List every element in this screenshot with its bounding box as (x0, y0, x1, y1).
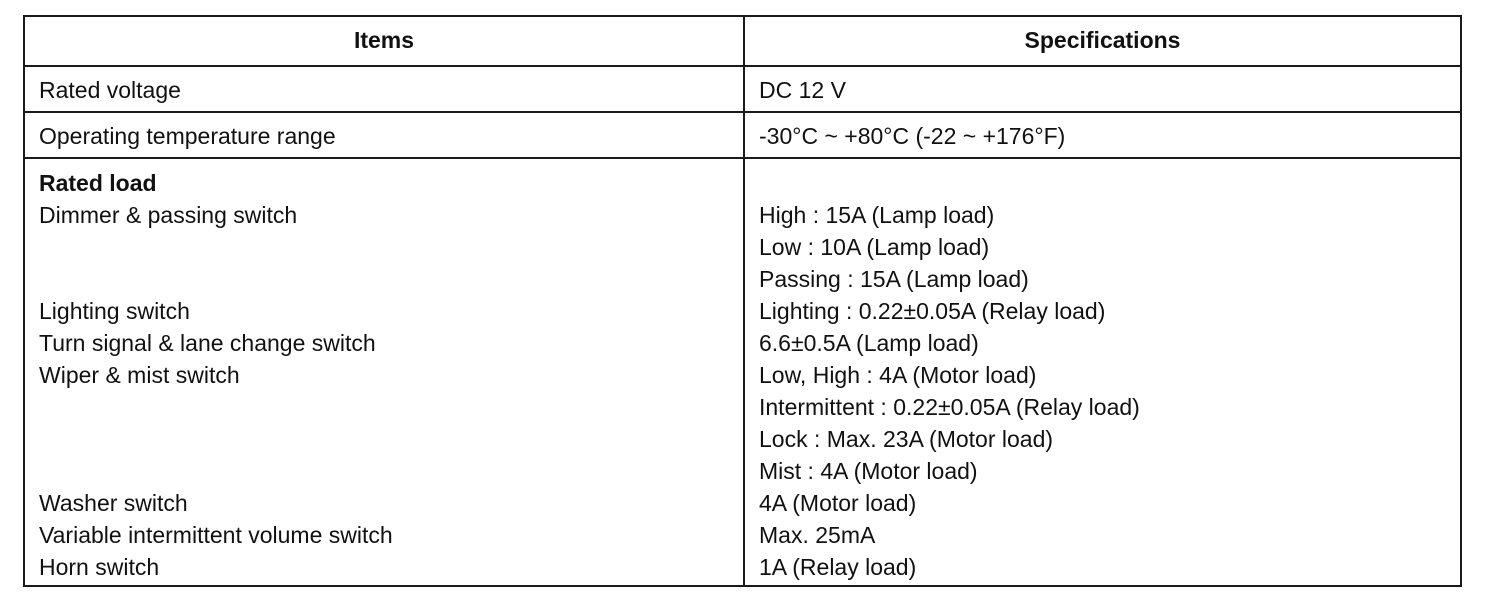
spec-table (23, 15, 1462, 587)
spec-cell: -30°C ~ +80°C (-22 ~ +176°F) (759, 123, 1066, 149)
load-spec: Low, High : 4A (Motor load) (759, 362, 1037, 388)
load-item: Dimmer & passing switch (39, 202, 298, 228)
load-spec: Low : 10A (Lamp load) (759, 234, 990, 260)
rated-load-items-cell (25, 159, 743, 585)
rated-load-title: Rated load (39, 170, 157, 196)
specifications-header: Specifications (1024, 27, 1181, 53)
table-row (25, 67, 1460, 113)
load-spec: Lighting : 0.22±0.05A (Relay load) (759, 298, 1106, 324)
load-item: Horn switch (39, 554, 160, 580)
load-item: Washer switch (39, 490, 188, 516)
load-spec: 6.6±0.5A (Lamp load) (759, 330, 979, 356)
load-spec: High : 15A (Lamp load) (759, 202, 995, 228)
load-spec: Lock : Max. 23A (Motor load) (759, 426, 1054, 452)
load-item: Turn signal & lane change switch (39, 330, 376, 356)
load-spec: Mist : 4A (Motor load) (759, 458, 978, 484)
rated-load-row (25, 159, 1460, 585)
table-row (25, 113, 1460, 159)
items-header: Items (353, 27, 415, 53)
load-spec: Passing : 15A (Lamp load) (759, 266, 1029, 292)
item-cell: Operating temperature range (39, 123, 336, 149)
load-spec: Max. 25mA (759, 522, 876, 548)
spec-cell: DC 12 V (759, 77, 846, 103)
load-item: Wiper & mist switch (39, 362, 240, 388)
load-spec: 4A (Motor load) (759, 490, 917, 516)
load-item: Lighting switch (39, 298, 190, 324)
item-cell: Rated voltage (39, 77, 181, 103)
load-spec: Intermittent : 0.22±0.05A (Relay load) (759, 394, 1140, 420)
load-spec: 1A (Relay load) (759, 554, 917, 580)
header-row (25, 17, 1460, 67)
rated-load-specs-cell (745, 159, 1460, 585)
load-item: Variable intermittent volume switch (39, 522, 393, 548)
